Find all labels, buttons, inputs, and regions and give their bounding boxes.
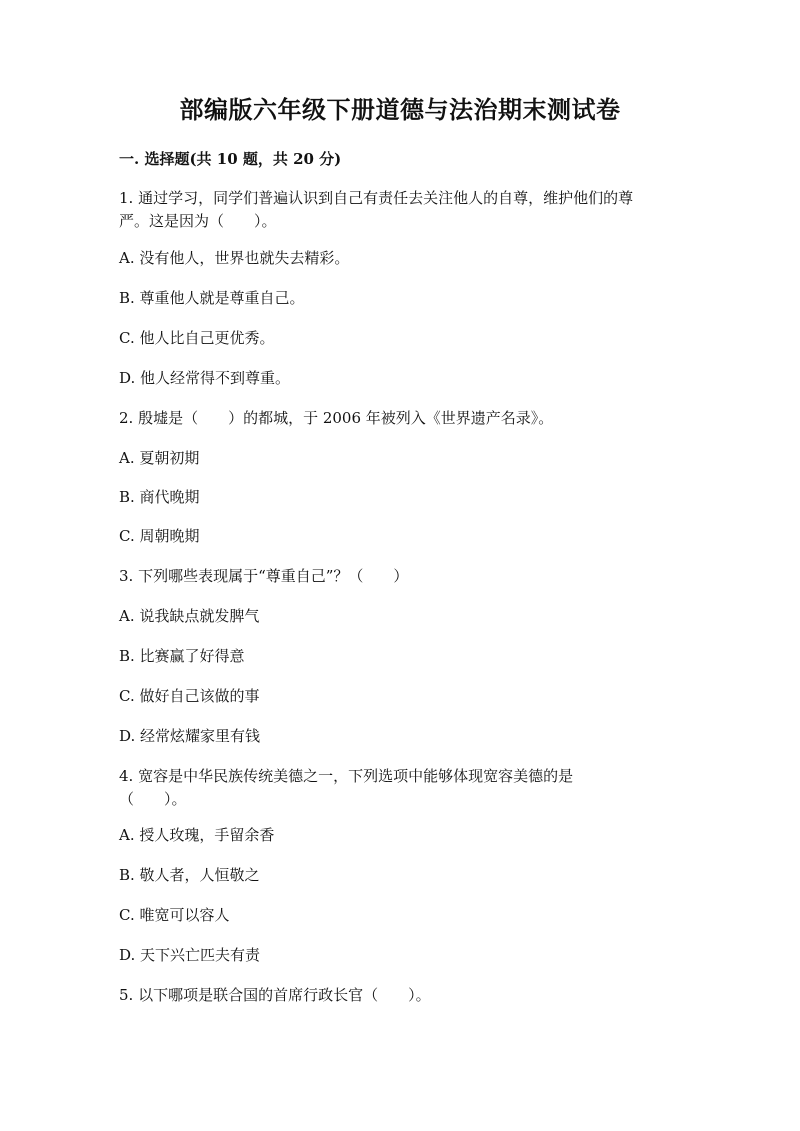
question-3-option-a: A. 说我缺点就发脾气	[119, 607, 260, 625]
question-3-option-c: C. 做好自己该做的事	[119, 687, 260, 705]
question-1-option-c: C. 他人比自己更优秀。	[119, 329, 275, 347]
question-4-stem-line-1: 4. 宽容是中华民族传统美德之一，下列选项中能够体现宽容美德的是	[119, 767, 574, 785]
question-4-option-c: C. 唯宽可以容人	[119, 906, 230, 924]
question-2-option-a: A. 夏朝初期	[119, 449, 200, 467]
question-1-option-b: B. 尊重他人就是尊重自己。	[119, 289, 305, 307]
question-4-option-b: B. 敬人者，人恒敬之	[119, 866, 260, 884]
question-1-stem-line-2: 严。这是因为（ ）。	[119, 212, 277, 230]
question-4-stem-line-2: （ ）。	[119, 790, 187, 808]
question-2-stem: 2. 殷墟是（ ）的都城，于 2006 年被列入《世界遗产名录》。	[119, 409, 554, 427]
question-3-option-b: B. 比赛赢了好得意	[119, 647, 245, 665]
question-1-option-a: A. 没有他人，世界也就失去精彩。	[119, 249, 350, 267]
question-3-stem: 3. 下列哪些表现属于“尊重自己”？（ ）	[119, 567, 409, 585]
question-2-option-b: B. 商代晚期	[119, 488, 200, 506]
question-1-stem-line-1: 1. 通过学习，同学们普遍认识到自己有责任去关注他人的自尊，维护他们的尊	[119, 189, 634, 207]
page-title: 部编版六年级下册道德与法治期末测试卷	[179, 95, 621, 124]
question-4-option-a: A. 授人玫瑰，手留余香	[119, 826, 275, 844]
section-heading: 一. 选择题(共 10 题，共 20 分)	[119, 150, 342, 168]
question-1-option-d: D. 他人经常得不到尊重。	[119, 369, 291, 387]
question-5-stem: 5. 以下哪项是联合国的首席行政长官（ ）。	[119, 986, 431, 1004]
question-4-option-d: D. 天下兴亡匹夫有责	[119, 946, 261, 964]
question-3-option-d: D. 经常炫耀家里有钱	[119, 727, 261, 745]
question-2-option-c: C. 周朝晚期	[119, 527, 200, 545]
